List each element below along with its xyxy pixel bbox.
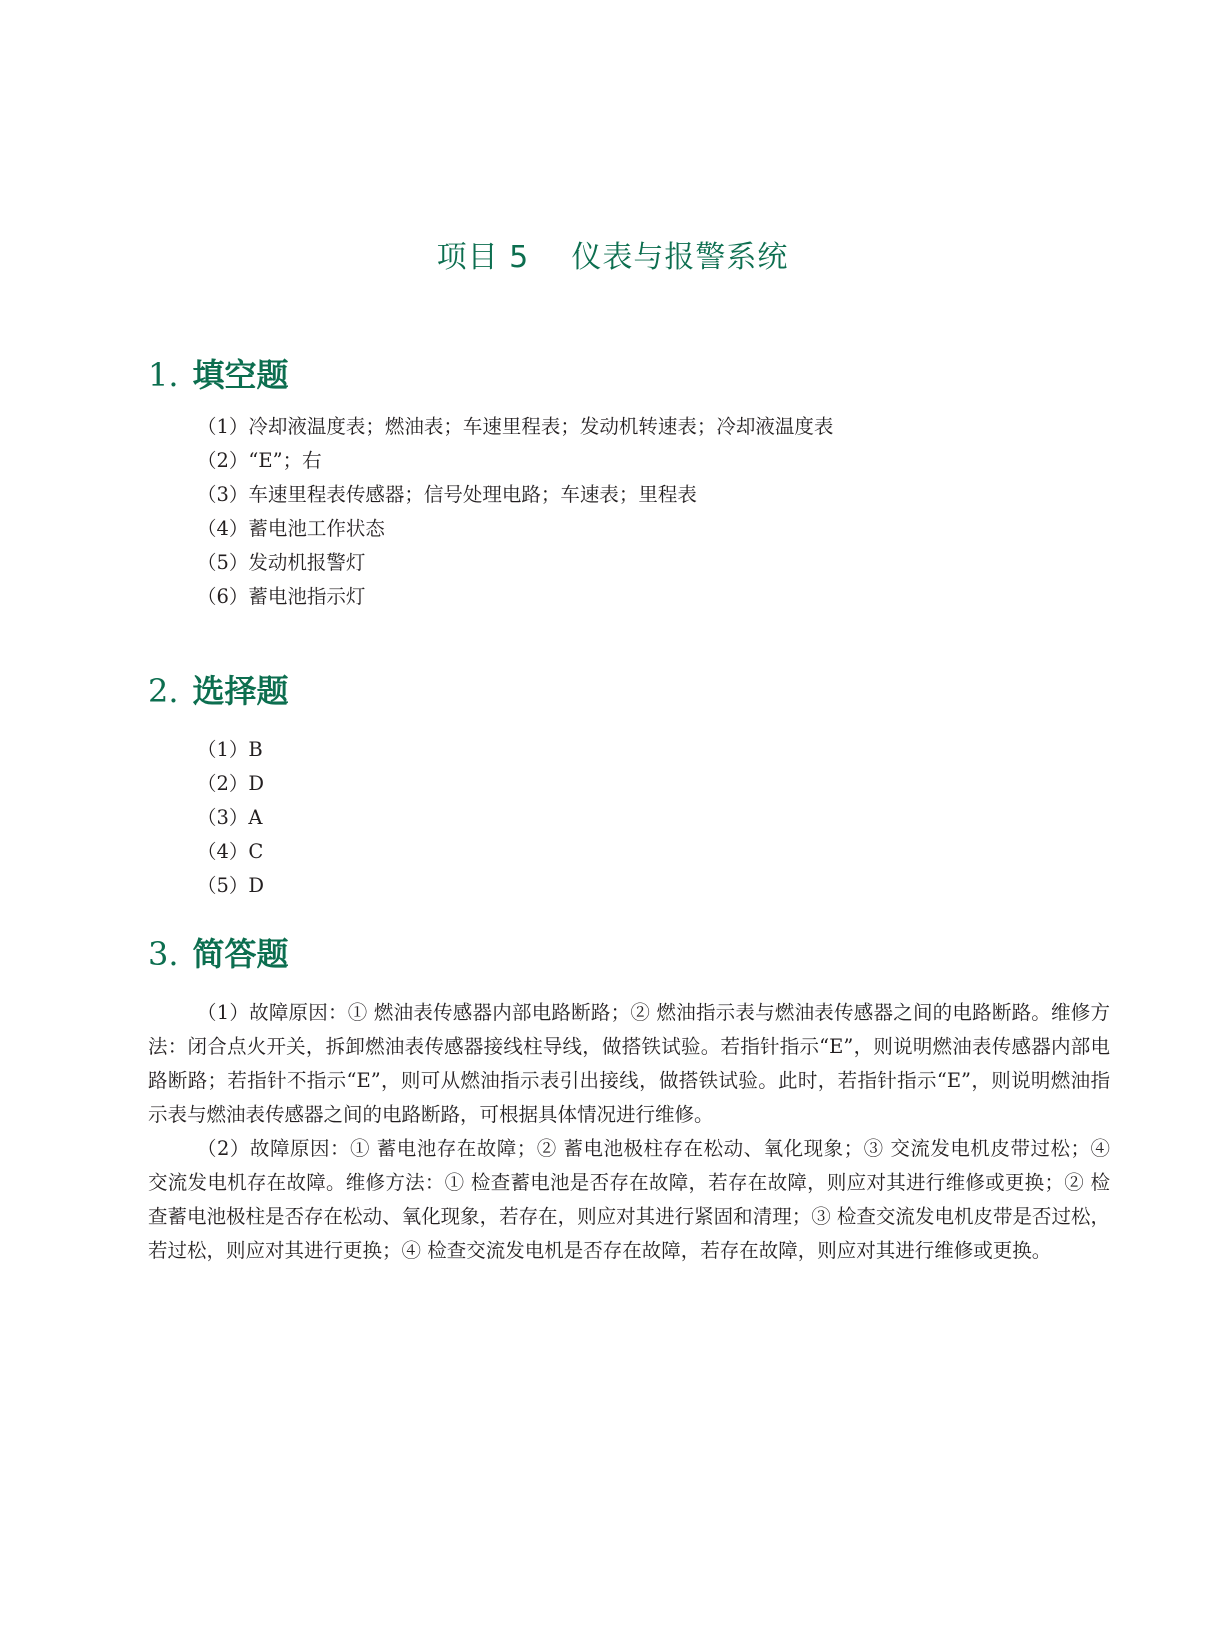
list-item: （6）蓄电池指示灯 (197, 585, 366, 608)
list-item: （1）冷却液温度表；燃油表；车速里程表；发动机转速表；冷却液温度表 (197, 415, 834, 438)
multiple-choice-answer-list (197, 733, 264, 903)
short-answer-body (148, 996, 1110, 1268)
list-item: （4）蓄电池工作状态 (197, 517, 385, 540)
list-item: （5）发动机报警灯 (197, 551, 366, 574)
list-item: （3）A (197, 806, 263, 829)
section-title: 简答题 (192, 935, 289, 973)
list-item: （5）D (197, 874, 265, 897)
answer-paragraph: （1）故障原因：① 燃油表传感器内部电路断路；② 燃油指示表与燃油表传感器之间的电路断路。维修方法：闭合点火开关，拆卸燃油表传感器接线柱导线，做搭铁试验。若指针指示“E”，则说明燃油表传感器内部电路断路；若指针不指示“E”，则可从燃油指示表引出接线，做搭铁试验。此时，若指针指示“E”，则说明燃油指示表与燃油表传感器之间的电路断路，可根据具体情况进行维修。 (148, 1001, 1110, 1126)
section-title: 选择题 (192, 672, 289, 710)
list-item: （2）D (197, 772, 265, 795)
list-item: （2）“E”；右 (197, 449, 322, 472)
section-number: 1. (148, 356, 179, 394)
section-number: 2. (148, 672, 179, 710)
list-item: （4）C (197, 840, 264, 863)
section-title: 填空题 (192, 356, 289, 394)
section-heading-short-answer (148, 929, 289, 975)
chapter-title: 项目 5 仪表与报警系统 (436, 240, 789, 275)
section-heading-fill-in (148, 350, 289, 396)
list-item: （1）B (197, 738, 263, 761)
section-heading-multiple-choice (148, 666, 289, 712)
fill-in-answer-list (197, 410, 833, 614)
section-number: 3. (148, 935, 179, 973)
answer-paragraph: （2）故障原因：① 蓄电池存在故障；② 蓄电池极柱存在松动、氧化现象；③ 交流发电机皮带过松；④ 交流发电机存在故障。维修方法：① 检查蓄电池是否存在故障，若存在故障，则应对其进行维修或更换；② 检查蓄电池极柱是否存在松动、氧化现象，若存在，则应对其进行紧固和清理；③ 检查交流发电机皮带是否过松，若过松，则应对其进行更换；④ 检查交流发电机是否存在故障，若存在故障，则应对其进行维修或更换。 (148, 1137, 1110, 1262)
list-item: （3）车速里程表传感器；信号处理电路；车速表；里程表 (197, 483, 697, 506)
